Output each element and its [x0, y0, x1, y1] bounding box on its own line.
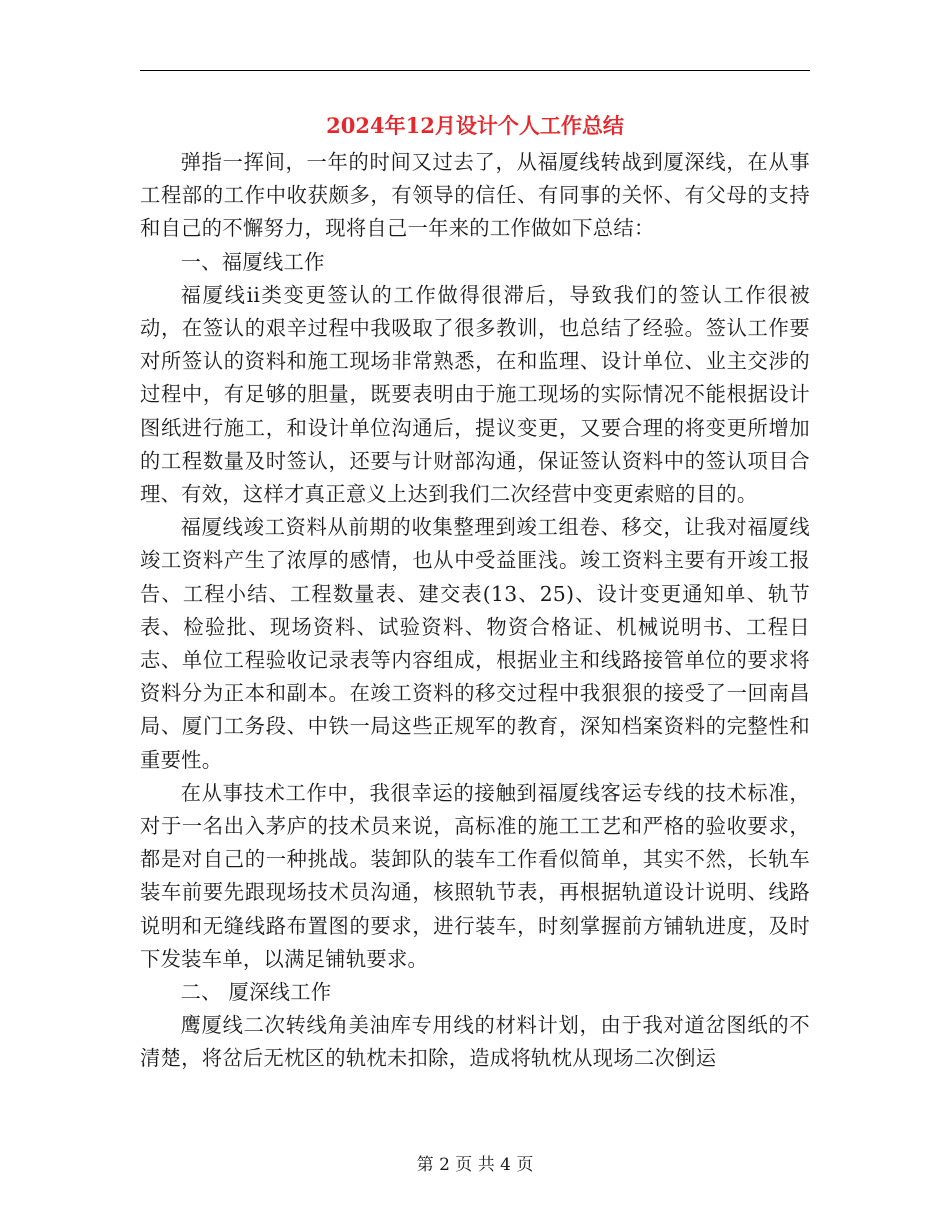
document-body — [140, 146, 810, 1076]
section-heading-xiashen: 二、 厦深线工作 — [180, 980, 332, 1005]
section-heading-fuxia: 一、福厦线工作 — [180, 249, 325, 274]
paragraph-change-signoff: 福厦线ii类变更签认的工作做得很滞后，导致我们的签认工作很被动，在签认的艰辛过程中我吸取了很多教训，也总结了经验。签认工作要对所签认的资料和施工现场非常熟悉，在和监理、设计单位、业主交涉的过程中，有足够的胆量，既要表明由于施工现场的实际情况不能根据设计图纸进行施工，和设计单位沟通后，提议变更，又要合理的将变更所增加的工程数量及时签认，还要与计财部沟通，保证签认资料中的签认项目合理、有效，这样才真正意义上达到我们二次经营中变更索赔的目的。 — [140, 282, 810, 507]
document-title: 2024年12月设计个人工作总结 — [326, 113, 624, 138]
paragraph-material-plan: 鹰厦线二次转线角美油库专用线的材料计划，由于我对道岔图纸的不清楚，将岔后无枕区的轨枕未扣除，造成将轨枕从现场二次倒运 — [140, 1013, 810, 1071]
page-footer: 第 2 页 共 4 页 — [416, 1155, 534, 1175]
paragraph-intro: 弹指一挥间，一年的时间又过去了，从福厦线转战到厦深线，在从事工程部的工作中收获颇多，有领导的信任、有同事的关怀、有父母的支持和自己的不懈努力，现将自己一年来的工作做如下总结： — [140, 150, 810, 241]
header-rule — [140, 70, 810, 71]
paragraph-technical-work: 在从事技术工作中，我很幸运的接触到福厦线客运专线的技术标准，对于一名出入茅庐的技术员来说，高标准的施工工艺和严格的验收要求，都是对自己的一种挑战。装卸队的装车工作看似简单，其实不然，长轨车装车前要先跟现场技术员沟通，核照轨节表，再根据轨道设计说明、线路说明和无缝线路布置图的要求，进行装车，时刻掌握前方铺轨进度，及时下发装车单，以满足铺轨要求。 — [140, 780, 810, 971]
paragraph-completion-docs: 福厦线竣工资料从前期的收集整理到竣工组卷、移交，让我对福厦线竣工资料产生了浓厚的感情，也从中受益匪浅。竣工资料主要有开竣工报告、工程小结、工程数量表、建交表(13、25)、设计变更通知单、轨节表、检验批、现场资料、试验资料、物资合格证、机械说明书、工程日志、单位工程验收记录表等内容组成，根据业主和线路接管单位的要求将资料分为正本和副本。在竣工资料的移交过程中我狠狠的接受了一回南昌局、厦门工务段、中铁一局这些正规军的教育，深知档案资料的完整性和重要性。 — [140, 515, 810, 772]
